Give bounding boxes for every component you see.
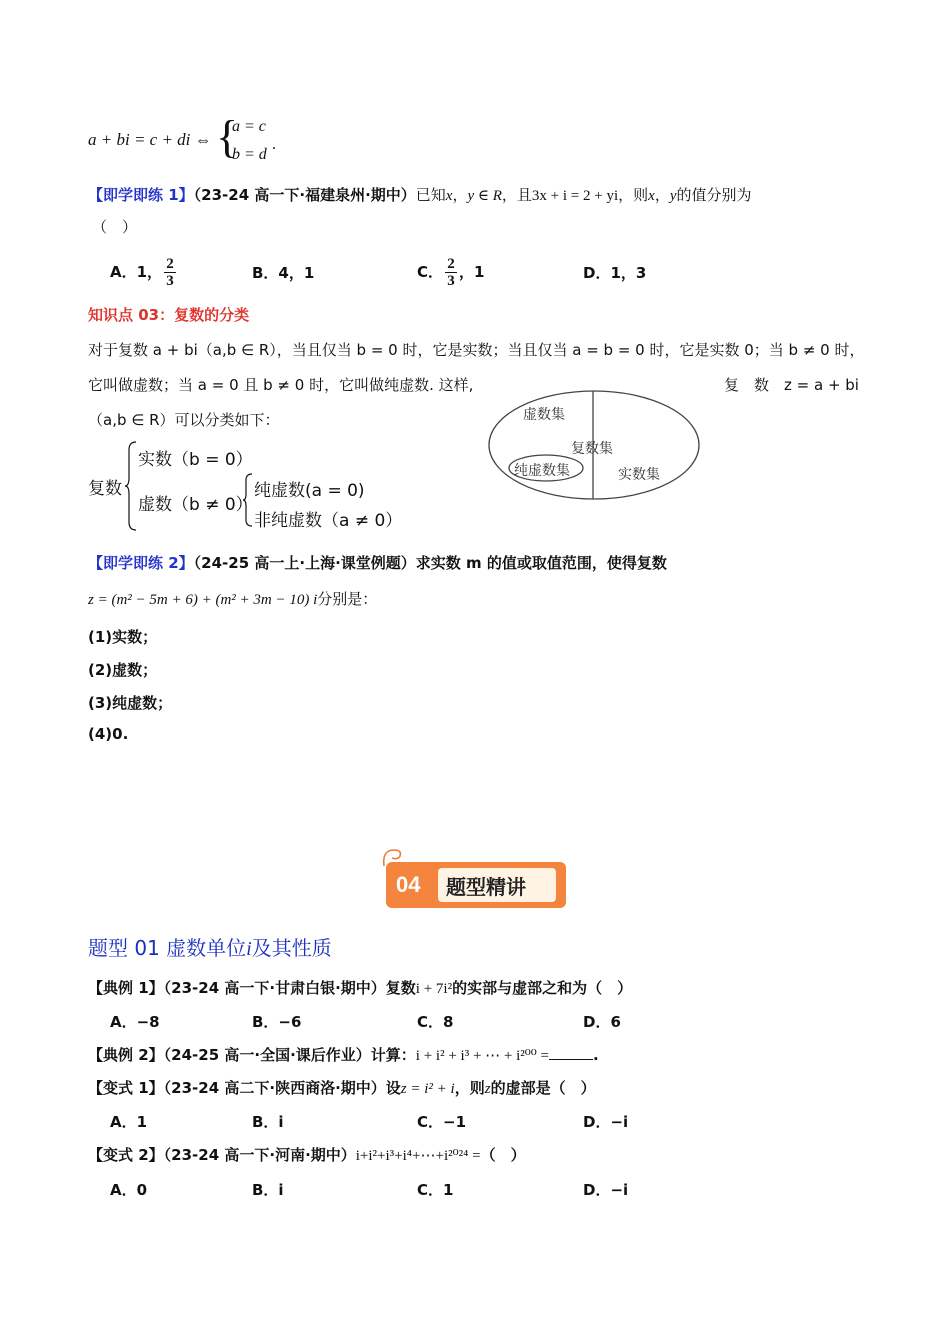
tree-real: 实数（b = 0） — [138, 450, 253, 470]
option-a: A．−8 — [110, 1013, 160, 1031]
option-a: A．1 — [110, 1113, 148, 1131]
answer-blank — [549, 1045, 593, 1060]
exercise-1-paren: （ ） — [92, 218, 138, 236]
option-c: C．1 — [417, 1181, 454, 1199]
section-banner — [386, 862, 566, 908]
option-b: B．4，1 — [252, 264, 315, 282]
example-2-stem: 【典例 2】（24-25 高一·全国·课后作业）计算：i + i² + i³ + ⋯ + i²⁰⁰ = . — [88, 1046, 599, 1064]
tree-pure: 纯虚数(a = 0) — [254, 481, 365, 501]
example-1-stem: 【典例 1】（23-24 高一下·甘肃白银·期中）复数i + 7i²的实部与虚部之和为（ ） — [88, 979, 633, 997]
paragraph-line: 对于复数 a + bi（a,b ∈ R），当且仅当 b = 0 时，它是实数；当且仅当 a = b = 0 时，它是实数 0；当 b ≠ 0 时， — [88, 341, 865, 359]
brace-icon: { — [216, 111, 239, 162]
question-item: (4)0. — [88, 725, 129, 743]
option-b: B．i — [252, 1181, 284, 1199]
venn-label-complex: 复数集 — [571, 441, 613, 457]
equality-case1: a = c — [232, 118, 266, 135]
paragraph-line: 它叫做虚数；当 a = 0 且 b ≠ 0 时，它叫做纯虚数. 这样, — [88, 376, 474, 394]
option-c: C．8 — [417, 1013, 454, 1031]
question-item: (1)实数； — [88, 628, 158, 646]
paragraph-line: （a,b ∈ R）可以分类如下： — [88, 411, 280, 429]
tree-imag: 虚数（b ≠ 0） — [138, 495, 253, 515]
section-heading: 知识点 03：复数的分类 — [88, 306, 250, 324]
exercise-tag: 【即学即练 1】 — [88, 186, 194, 204]
exercise-2-stem: 【即学即练 2】（24-25 高一上·上海·课堂例题）求实数 m 的值或取值范围，使得复数 — [88, 554, 667, 572]
variant-1-stem: 【变式 1】（23-24 高二下·陕西商洛·期中）设z = i² + i，则z的虚部是（ ） — [88, 1079, 596, 1097]
tree-brace-icon — [242, 472, 254, 528]
option-c: C． $\frac{2}{3}$ ，1 — [417, 256, 485, 289]
venn-label-imag: 虚数集 — [523, 407, 565, 423]
exercise-1-stem: 【即学即练 1】（23-24 高一下·福建泉州·期中）已知x，y ∈ R，且3x + i = 2 + yi，则x，y的值分别为 — [88, 186, 752, 204]
tree-brace-icon — [124, 440, 138, 532]
equality-end: . — [272, 136, 276, 153]
venn-label-pure: 纯虚数集 — [514, 463, 570, 479]
option-a: A．0 — [110, 1181, 148, 1199]
option-a: A．1， $\frac{2}{3}$ — [110, 256, 178, 289]
option-b: B．i — [252, 1113, 284, 1131]
equality-case2: b = d — [232, 146, 267, 163]
venn-label-real: 实数集 — [618, 467, 660, 483]
option-b: B．−6 — [252, 1013, 302, 1031]
exercise-2-formula: z = (m² − 5m + 6) + (m² + 3m − 10) i分别是： — [88, 590, 378, 608]
fraction: $\frac{2}{3}$ — [164, 256, 176, 289]
question-item: (3)纯虚数； — [88, 694, 173, 712]
option-d: D．−i — [583, 1181, 629, 1199]
option-d: D．−i — [583, 1113, 629, 1131]
paragraph-line-right: 复 数 z = a + bi — [724, 376, 859, 394]
fraction: $\frac{2}{3}$ — [445, 256, 457, 289]
option-d: D．6 — [583, 1013, 621, 1031]
banner-number: 04 — [396, 872, 421, 897]
question-item: (2)虚数； — [88, 661, 158, 679]
type-heading: 题型 01 虚数单位i及其性质 — [88, 936, 332, 960]
option-d: D．1，3 — [583, 264, 647, 282]
tree-nonpure: 非纯虚数（a ≠ 0） — [254, 511, 403, 531]
equality-lhs: a + bi = c + di ⇔ — [88, 130, 212, 149]
banner-title: 题型精讲 — [446, 875, 526, 899]
tree-root: 复数 — [88, 479, 122, 499]
option-c: C．−1 — [417, 1113, 467, 1131]
variant-2-stem: 【变式 2】（23-24 高一下·河南·期中）i+i²+i³+i⁴+⋯+i²⁰²⁴ =（ ） — [88, 1146, 526, 1164]
exercise-source: （23-24 高一下·福建泉州·期中） — [193, 186, 416, 204]
